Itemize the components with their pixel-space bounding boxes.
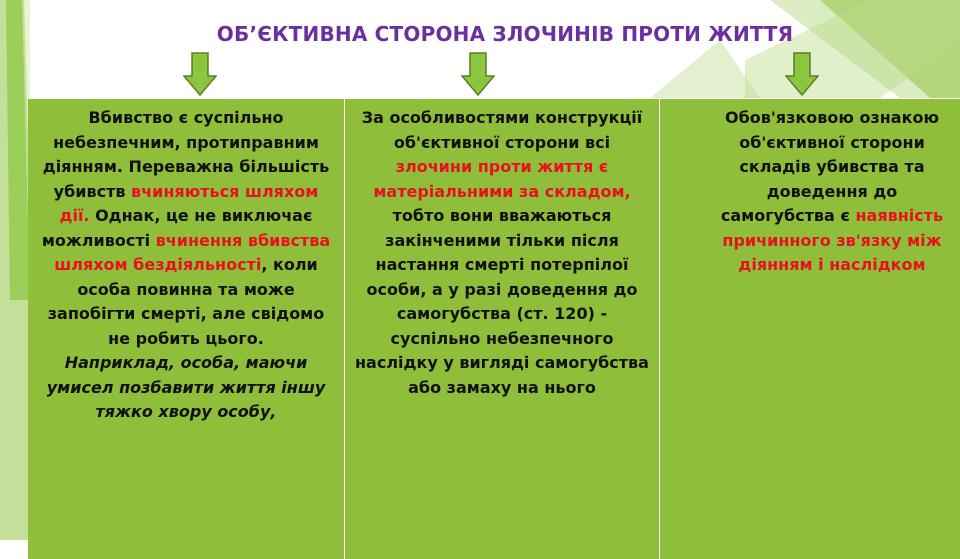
arrow-down-icon <box>183 52 217 96</box>
text-example: Наприклад, особа, маючи умисел позбавити життя іншу тяжко хвору особу, <box>46 353 326 421</box>
text-intro: За особливостями конструкції об'єктивної сторони всі <box>361 108 643 152</box>
text-line: складів убивства та <box>739 157 925 176</box>
content-table <box>28 98 960 559</box>
highlight-material: злочини проти життя є матеріальними за складом, <box>373 157 631 201</box>
highlight-presence: наявність <box>855 206 944 225</box>
column-killing-act <box>28 99 345 559</box>
highlight-act: вчиняються шляхом дії. <box>59 181 319 225</box>
highlight-act-consequence: діянням і наслідком <box>738 255 926 274</box>
text-however: Однак, це не виключає можливості <box>41 206 313 250</box>
text-line: доведення до <box>766 181 898 201</box>
column-construction <box>345 99 660 559</box>
arrow-down-icon <box>461 52 495 96</box>
slide-title: ОБ’ЄКТИВНА СТОРОНА ЗЛОЧИНІВ ПРОТИ ЖИТТЯ <box>216 22 794 46</box>
text-line: самогубства є <box>720 206 856 225</box>
highlight-inaction: вчинення вбивства шляхом бездіяльності <box>54 230 331 274</box>
column-causation <box>660 99 960 559</box>
text-line: об'єктивної сторони <box>739 132 925 152</box>
text-completion: тобто вони вважаються закінченими тільки після настання смерті потерпілої особи, а у разі доведення до самогубства (ст. 120) - суспільно небезпечного наслідку у вигляді самогубства або замаху на нього <box>355 206 649 397</box>
text-line: Обов'язковою ознакою <box>725 108 939 127</box>
highlight-causal-link: причинного зв'язку між <box>722 230 942 250</box>
text-conditions: , коли особа повинна та може запобігти смерті, але свідомо не робить цього. <box>47 255 325 348</box>
arrow-down-icon <box>785 52 819 96</box>
text-intro: Вбивство є суспільно небезпечним, протиправним діянням. Переважна більшість убивств <box>42 108 330 201</box>
